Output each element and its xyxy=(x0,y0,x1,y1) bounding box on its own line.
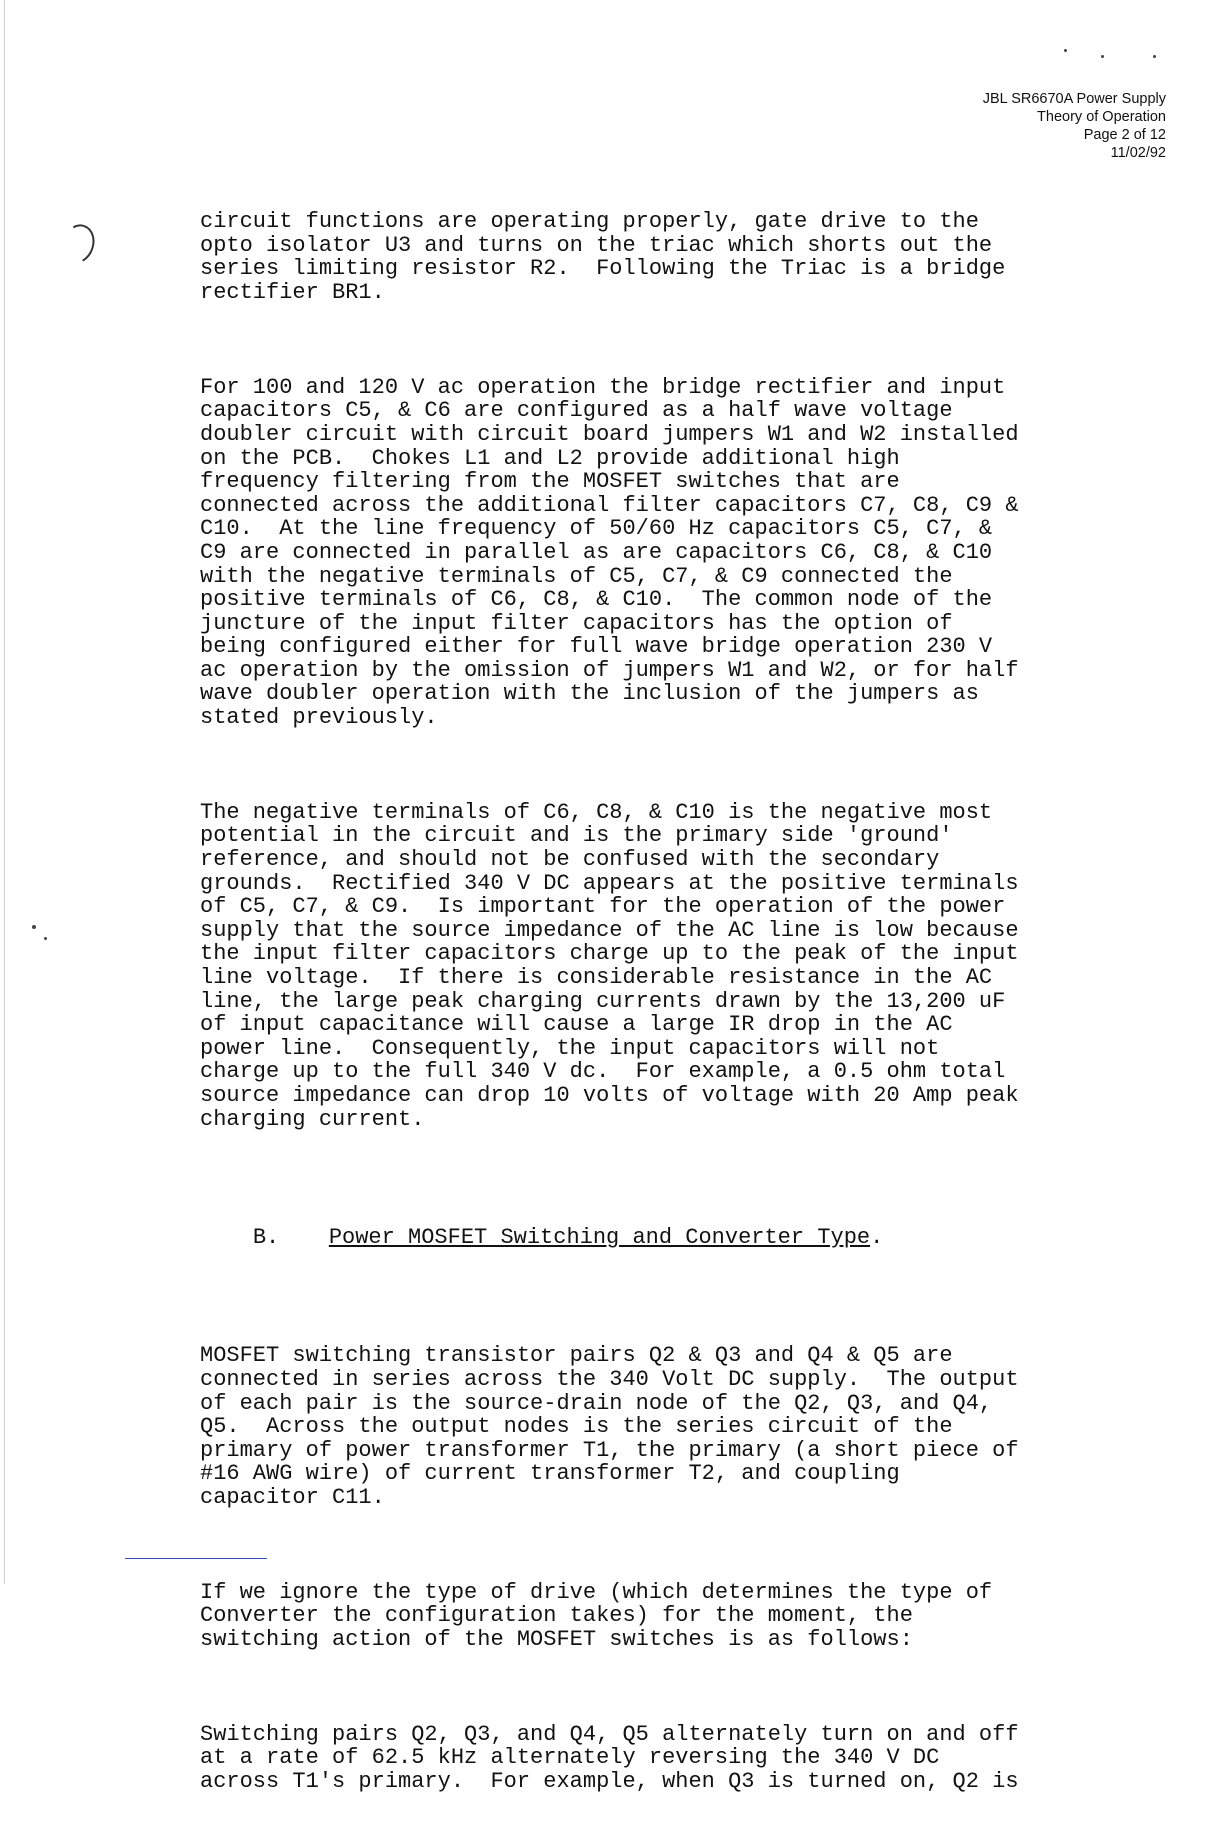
paragraph-voltage-doubler: For 100 and 120 V ac operation the bridge rectifier and input capacitors C5, & C6 are configured as a half wave voltage doubler circuit with circuit board jumpers W1 and W2 installed on the PCB. Chokes L1 and L2 provide additional high frequency filtering from the MOSFET switches that are connected across the additional filter capacitors C7, C8, C9 & C10. At the line frequency of 50/60 Hz capacitors C5, C7, & C9 are connected in parallel as are capacitors C6, C8, & C10 with the negative terminals of C5, C7, & C9 connected the positive terminals of C6, C8, & C10. The common node of the juncture of the input filter capacitors has the option of being configured either for full wave bridge operation 230 V ac operation by the omission of jumpers W1 and W2, or for half wave doubler operation with the inclusion of the jumpers as stated previously. xyxy=(200,374,1019,731)
header-document-title: JBL SR6670A Power Supply xyxy=(982,91,1166,107)
paragraph-triac: circuit functions are operating properly, gate drive to the opto isolator U3 and turns on the triac which shorts out the series limiting resistor R2. Following the Triac is a bridge rectifier BR1. xyxy=(200,209,1006,305)
section-b-period: . xyxy=(870,1224,884,1250)
paragraph-switching-pairs: Switching pairs Q2, Q3, and Q4, Q5 alternately turn on and off at a rate of 62.5 kHz alternately reversing the 340 V DC across T1's primary. For example, when Q3 is turned on, Q2 is xyxy=(200,1721,1019,1794)
hole-punch-mark xyxy=(56,220,100,269)
header-page-number: Page 2 of 12 xyxy=(1083,127,1166,143)
scan-speck xyxy=(32,925,36,929)
footer-rule xyxy=(125,1558,267,1559)
document-header xyxy=(983,90,1166,162)
paragraph-drive-type: If we ignore the type of drive (which determines the type of Converter the configuration takes) for the moment, the switching action of the MOSFET switches is as follows: xyxy=(200,1579,993,1652)
scan-speck xyxy=(1064,49,1067,52)
scan-speck xyxy=(1153,55,1156,58)
scan-speck xyxy=(44,937,47,940)
header-section-title: Theory of Operation xyxy=(1037,109,1166,125)
paragraph-ground-reference: The negative terminals of C6, C8, & C10 is the negative most potential in the circuit and is the primary side 'ground' reference, and should not be confused with the secondary grounds. Rectified 340 V DC appears at the positive terminals of C5, C7, & C9. Is important for the operation of the power supply that the source impedance of the AC line is low because the input filter capacitors charge up to the peak of the input line voltage. If there is considerable resistance in the AC line, the large peak charging currents drawn by the 13,200 uF of input capacitance will cause a large IR drop in the AC power line. Consequently, the input capacitors will not charge up to the full 340 V dc. For example, a 0.5 ohm total source impedance can drop 10 volts of voltage with 20 Amp peak charging current. xyxy=(200,799,1019,1132)
section-b-heading xyxy=(200,1226,1120,1250)
scan-speck xyxy=(1101,55,1104,58)
scan-left-edge xyxy=(4,0,5,1584)
document-body xyxy=(200,163,1120,1841)
paragraph-mosfet-pairs: MOSFET switching transistor pairs Q2 & Q3 and Q4 & Q5 are connected in series across the 340 Volt DC supply. The output of each pair is the source-drain node of the Q2, Q3, and Q4, Q5. Across the output nodes is the series circuit of the primary of power transformer T1, the primary (a short piece of #16 AWG wire) of current transformer T2, and coupling capacitor C11. xyxy=(200,1343,1019,1510)
section-b-letter: B. xyxy=(252,1224,280,1250)
section-b-title: Power MOSFET Switching and Converter Type xyxy=(328,1224,871,1250)
header-date: 11/02/92 xyxy=(1110,145,1166,161)
